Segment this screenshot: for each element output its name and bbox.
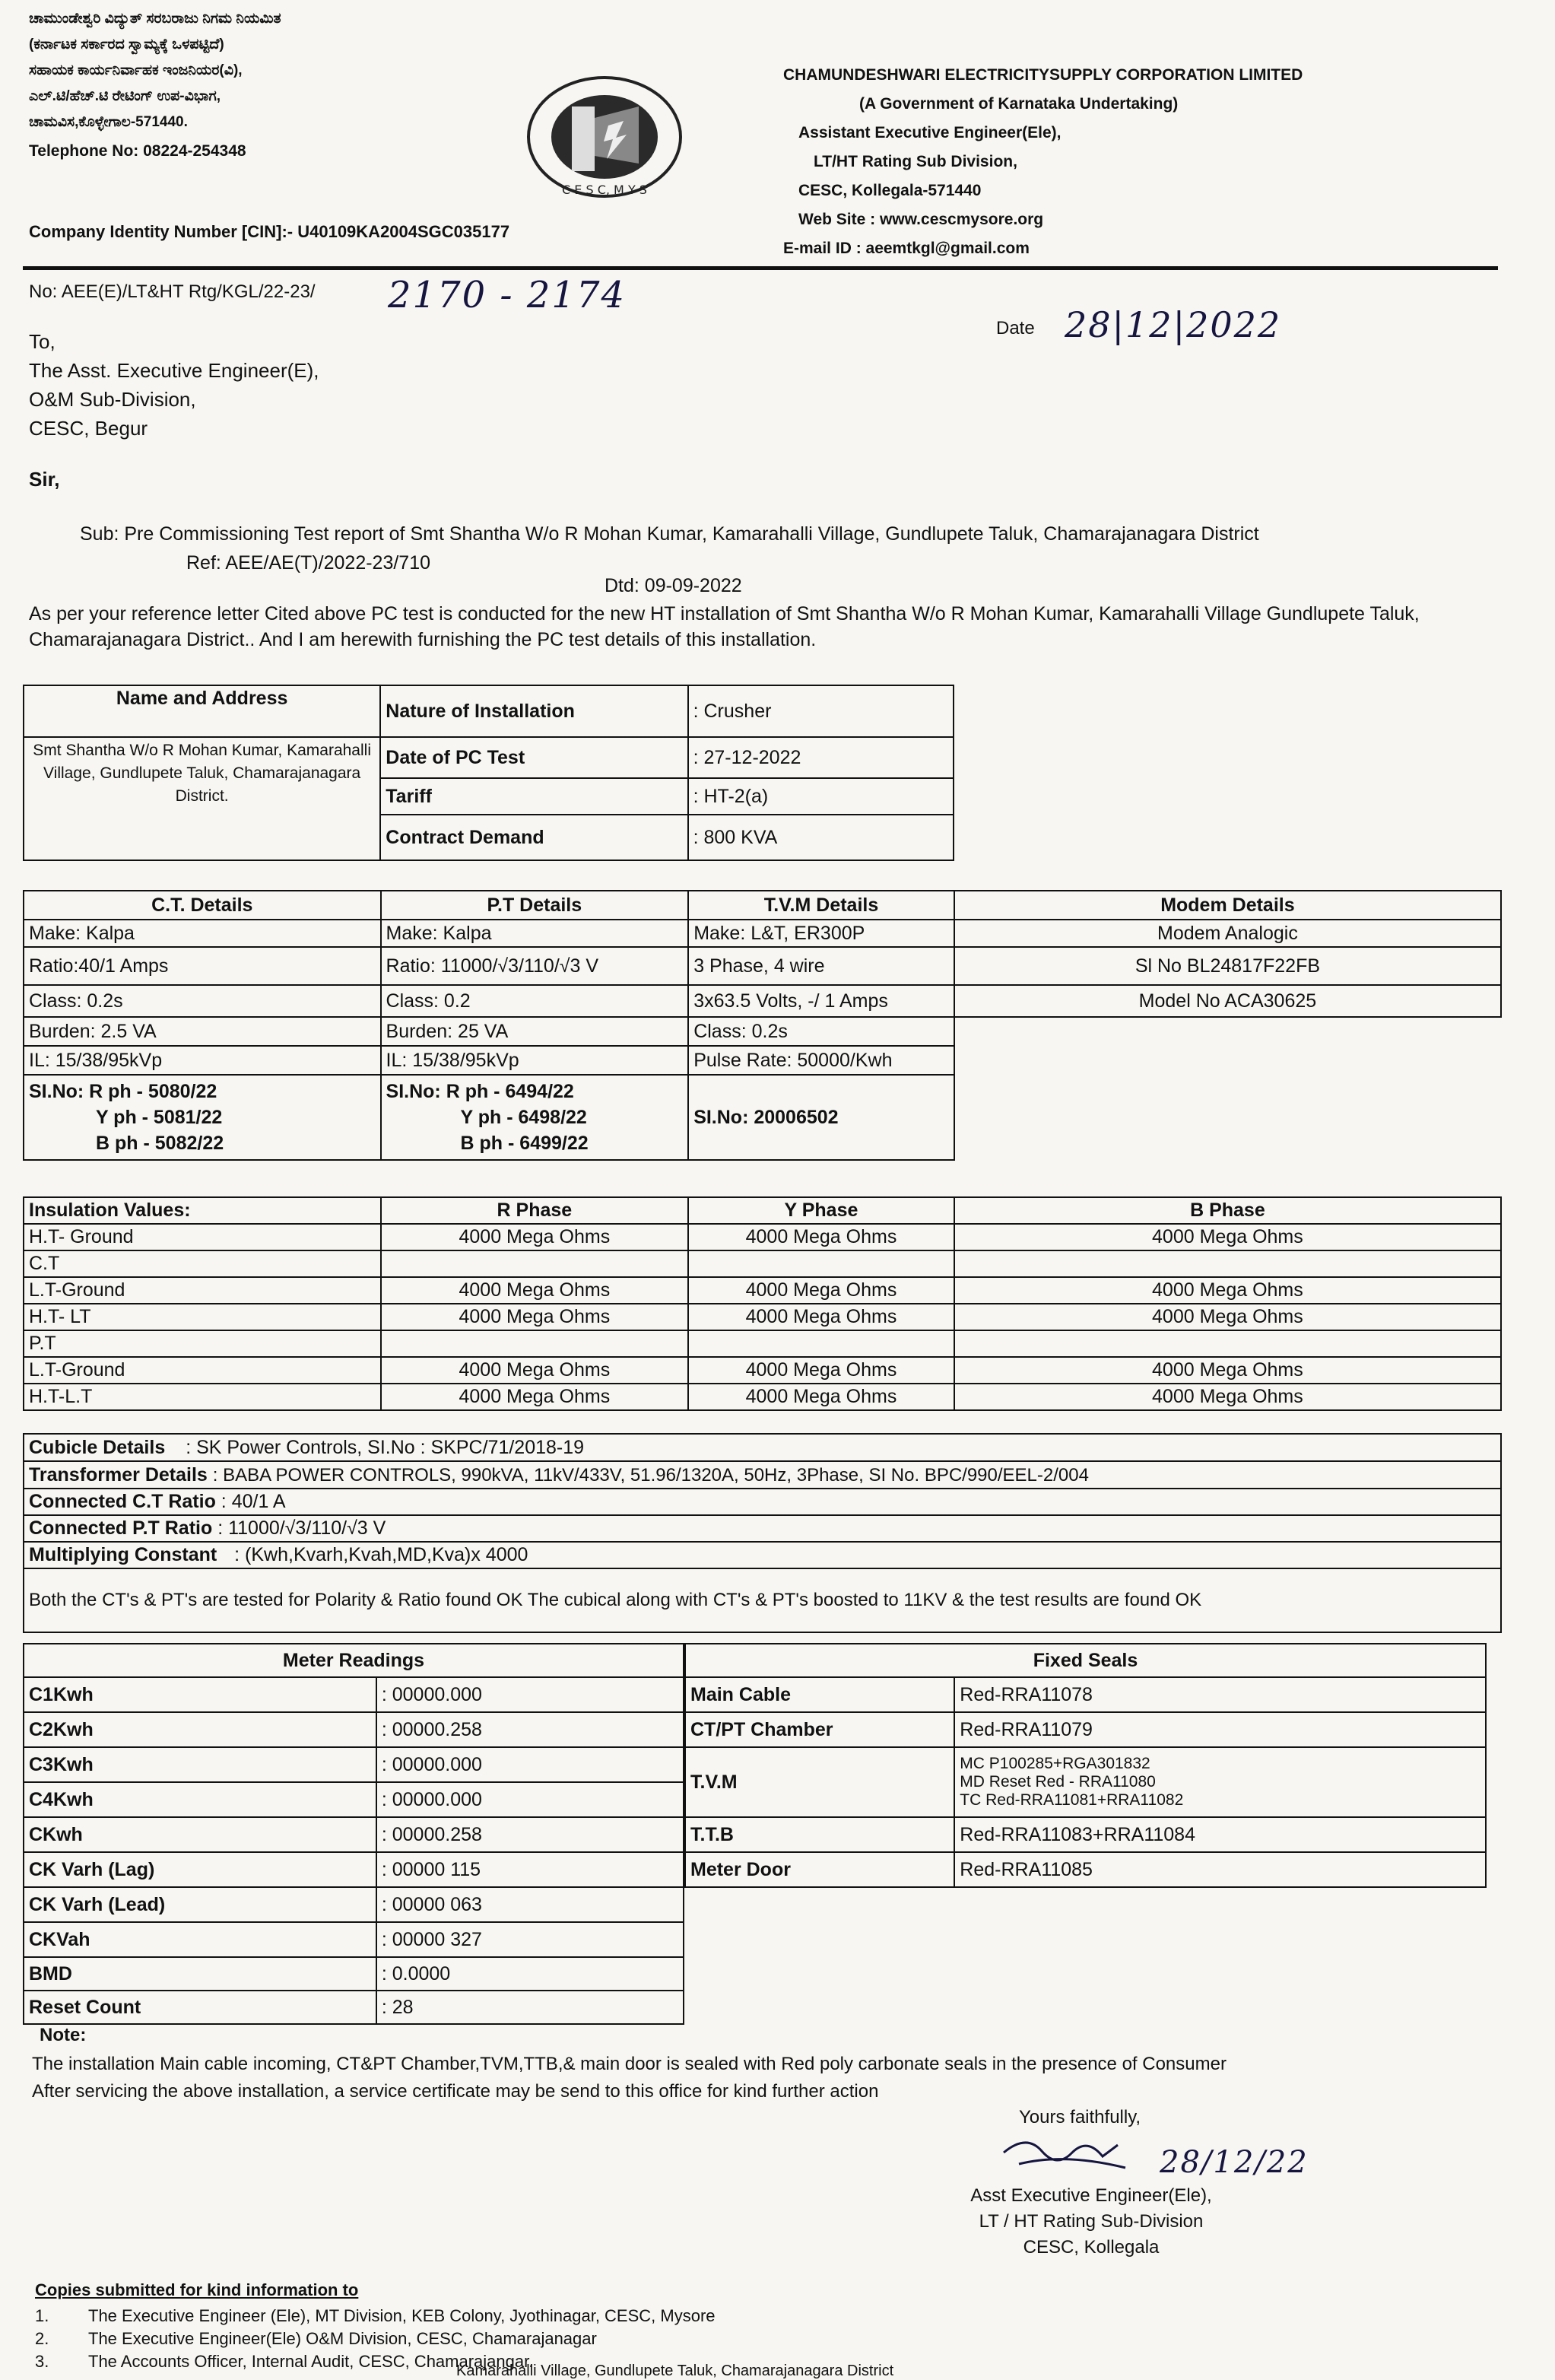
tvm-rating: 3x63.5 Volts, -/ 1 Amps — [688, 985, 954, 1017]
meter-value: : 0.0000 — [376, 1957, 684, 1991]
install-label: Date of PC Test — [380, 737, 687, 778]
table-row — [24, 1357, 1501, 1384]
meter-readings-header: Meter Readings — [24, 1644, 684, 1677]
date-handwritten: 28|12|2022 — [1065, 304, 1282, 345]
summary-value: : 40/1 A — [221, 1491, 286, 1512]
seal-value: Red-RRA11085 — [954, 1852, 1486, 1887]
to-line: CESC, Begur — [29, 417, 148, 440]
pt-il: IL: 15/38/95kVp — [381, 1046, 689, 1075]
tvm-phase: 3 Phase, 4 wire — [688, 947, 954, 985]
meter-readings-table — [23, 1643, 684, 2025]
r-phase-header: R Phase — [381, 1197, 689, 1224]
insulation-r: 4000 Mega Ohms — [381, 1357, 689, 1384]
pt-class: Class: 0.2 — [381, 985, 689, 1017]
insulation-label: H.T- Ground — [24, 1224, 381, 1250]
insulation-b: 4000 Mega Ohms — [954, 1384, 1501, 1410]
insulation-y: 4000 Mega Ohms — [688, 1384, 954, 1410]
equipment-details-table — [23, 890, 1502, 1161]
install-label: Nature of Installation — [380, 685, 687, 737]
meter-value: : 00000.258 — [376, 1712, 684, 1747]
ct-header: C.T. Details — [24, 891, 381, 920]
install-value: : HT-2(a) — [688, 778, 954, 815]
insulation-b: 4000 Mega Ohms — [954, 1224, 1501, 1250]
meter-label: CKwh — [24, 1817, 376, 1852]
kannada-line: ಚಾಮವಿಸ,ಕೊಳ್ಳೇಗಾಲ-571440. — [29, 114, 188, 130]
table-row — [24, 1384, 1501, 1410]
note-line: After servicing the above installation, a service certificate may be send to this office for kind further action — [32, 2081, 879, 2102]
to-line: The Asst. Executive Engineer(E), — [29, 359, 319, 382]
insulation-b: 4000 Mega Ohms — [954, 1277, 1501, 1304]
insulation-r — [381, 1330, 689, 1357]
ct-ratio: Ratio:40/1 Amps — [24, 947, 381, 985]
fixed-seals-header: Fixed Seals — [685, 1644, 1486, 1677]
list-item — [35, 2305, 1518, 2328]
pt-ratio: Ratio: 11000/√3/110/√3 V — [381, 947, 689, 985]
pt-make: Make: Kalpa — [381, 920, 689, 947]
tvm-header: T.V.M Details — [688, 891, 954, 920]
meter-value: : 00000.000 — [376, 1677, 684, 1712]
seal-line: TC Red-RRA11081+RRA11082 — [960, 1791, 1184, 1809]
list-item — [35, 2328, 1518, 2350]
tvm-make: Make: L&T, ER300P — [688, 920, 954, 947]
kannada-line: ಚಾಮುಂಡೇಶ್ವರಿ ವಿದ್ಯುತ್ ಸರಬರಾಜು ನಿಗಮ ನಿಯಮಿತ — [29, 11, 281, 27]
summary-label: Cubicle Details — [29, 1436, 166, 1458]
ref-date: Dtd: 09-09-2022 — [605, 575, 742, 596]
insulation-b — [954, 1330, 1501, 1357]
insulation-r: 4000 Mega Ohms — [381, 1277, 689, 1304]
modem-header: Modem Details — [954, 891, 1501, 920]
insulation-label: L.T-Ground — [24, 1357, 381, 1384]
summary-label: Multiplying Constant — [29, 1544, 217, 1565]
meter-label: CK Varh (Lag) — [24, 1852, 376, 1887]
org-line: Assistant Executive Engineer(Ele), — [798, 124, 1062, 141]
insulation-y: 4000 Mega Ohms — [688, 1304, 954, 1330]
sign-line: Asst Executive Engineer(Ele), — [970, 2185, 1212, 2206]
ct-make: Make: Kalpa — [24, 920, 381, 947]
ct-serial-r: SI.No: R ph - 5080/22 — [29, 1081, 217, 1102]
org-line: LT/HT Rating Sub Division, — [814, 153, 1017, 170]
copy-number: 1. — [35, 2306, 49, 2325]
summary-label: Connected C.T Ratio — [29, 1491, 216, 1512]
meter-value: : 00000.258 — [376, 1817, 684, 1852]
sign-line: CESC, Kollegala — [1023, 2237, 1160, 2258]
modem-model: Model No ACA30625 — [954, 985, 1501, 1017]
tvm-pulse: Pulse Rate: 50000/Kwh — [688, 1046, 954, 1075]
install-value: : 800 KVA — [688, 815, 954, 860]
kannada-header — [29, 6, 455, 164]
meter-value: : 00000 063 — [376, 1887, 684, 1922]
note-label: Note: — [40, 2025, 87, 2045]
pt-ratio-connected — [24, 1515, 1501, 1542]
insulation-y: 4000 Mega Ohms — [688, 1357, 954, 1384]
ct-serial-y: Y ph - 5081/22 — [96, 1107, 223, 1128]
ct-serial-b: B ph - 5082/22 — [96, 1133, 224, 1154]
meter-label: C2Kwh — [24, 1712, 376, 1747]
summary-value: : SK Power Controls, SI.No : SKPC/71/2018-19 — [186, 1436, 585, 1458]
pt-serial-b: B ph - 6499/22 — [460, 1133, 589, 1154]
tvm-seals — [954, 1747, 1486, 1817]
ct-il: IL: 15/38/95kVp — [24, 1046, 381, 1075]
insulation-y: 4000 Mega Ohms — [688, 1277, 954, 1304]
insulation-b — [954, 1250, 1501, 1277]
insulation-y — [688, 1330, 954, 1357]
meter-label: CK Varh (Lead) — [24, 1887, 376, 1922]
seal-value: Red-RRA11078 — [954, 1677, 1486, 1712]
signatory — [947, 2183, 1236, 2261]
summary-value: : BABA POWER CONTROLS, 990kVA, 11kV/433V, 51.96/1320A, 50Hz, 3Phase, SI No. BPC/990/EEL-2/004 — [212, 1464, 1089, 1486]
meter-label: Reset Count — [24, 1991, 376, 2024]
table-row — [24, 1304, 1501, 1330]
insulation-b: 4000 Mega Ohms — [954, 1357, 1501, 1384]
b-phase-header: B Phase — [954, 1197, 1501, 1224]
header-rule — [23, 266, 1498, 270]
empty-cell — [954, 1017, 1501, 1046]
test-note: Both the CT's & PT's are tested for Polarity & Ratio found OK The cubical along with CT's & PT's boosted to 11KV & the test results are found OK — [24, 1568, 1501, 1632]
copies-tail: Kamarahalli Village, Gundlupete Taluk, Chamarajanagara District — [456, 2363, 894, 2379]
modem-serial: Sl No BL24817F22FB — [954, 947, 1501, 985]
ref-number-handwritten: 2170 - 2174 — [388, 274, 627, 316]
signature — [996, 2130, 1148, 2183]
closing: Yours faithfully, — [1019, 2107, 1141, 2127]
cesc-logo — [525, 72, 684, 202]
seal-label: Main Cable — [685, 1677, 954, 1712]
recipient-block — [29, 327, 319, 443]
telephone: Telephone No: 08224-254348 — [29, 142, 246, 160]
ct-serials — [24, 1075, 381, 1160]
pt-header: P.T Details — [381, 891, 689, 920]
tvm-serial: SI.No: 20006502 — [688, 1075, 954, 1160]
meter-label: C1Kwh — [24, 1677, 376, 1712]
cin-line: Company Identity Number [CIN]:- U40109KA2004SGC035177 — [29, 222, 510, 241]
install-value: : Crusher — [688, 685, 954, 737]
pt-serials — [381, 1075, 689, 1160]
meter-value: : 00000.000 — [376, 1747, 684, 1782]
y-phase-header: Y Phase — [688, 1197, 954, 1224]
insulation-y: 4000 Mega Ohms — [688, 1224, 954, 1250]
org-header — [783, 61, 1536, 263]
signature-date: 28/12/22 — [1160, 2145, 1309, 2180]
summary-table — [23, 1433, 1502, 1633]
svg-text:C E S C, M Y S: C E S C, M Y S — [562, 183, 647, 197]
insulation-header: Insulation Values: — [24, 1197, 381, 1224]
sign-line: LT / HT Rating Sub-Division — [979, 2211, 1204, 2232]
kannada-line: ಎಲ್.ಟಿ/ಹೆಚ್.ಟಿ ರೇಟಿಂಗ್ ಉಪ-ವಿಭಾಗ, — [29, 88, 221, 104]
seal-value: Red-RRA11083+RRA11084 — [954, 1817, 1486, 1852]
insulation-label: H.T- LT — [24, 1304, 381, 1330]
summary-value: : (Kwh,Kvarh,Kvah,MD,Kva)x 4000 — [234, 1544, 528, 1565]
ct-ratio-connected — [24, 1489, 1501, 1515]
insulation-label: C.T — [24, 1250, 381, 1277]
ct-class: Class: 0.2s — [24, 985, 381, 1017]
meter-label: C3Kwh — [24, 1747, 376, 1782]
note-text — [32, 2051, 1515, 2105]
email: E-mail ID : aeemtkgl@gmail.com — [783, 240, 1030, 257]
note-line: The installation Main cable incoming, CT&PT Chamber,TVM,TTB,& main door is sealed with Red poly carbonate seals in the presence of Consumer — [32, 2054, 1227, 2074]
transformer-details — [24, 1461, 1501, 1489]
insulation-label: L.T-Ground — [24, 1277, 381, 1304]
date-label: Date — [996, 318, 1035, 338]
table-row — [24, 1277, 1501, 1304]
seal-label: T.T.B — [685, 1817, 954, 1852]
org-line: CESC, Kollegala-571440 — [798, 182, 982, 199]
insulation-label: H.T-L.T — [24, 1384, 381, 1410]
copy-text: The Executive Engineer(Ele) O&M Division, CESC, Chamarajanagar — [88, 2329, 597, 2348]
copy-text: The Accounts Officer, Internal Audit, CESC, Chamarajangar. — [88, 2352, 534, 2371]
meter-value: : 28 — [376, 1991, 684, 2024]
seal-line: MD Reset Red - RRA11080 — [960, 1773, 1156, 1791]
body-paragraph: As per your reference letter Cited above PC test is conducted for the new HT installation of Smt Shantha W/o R Mohan Kumar, Kamarahalli Village Gundlupete Taluk, Chamarajanagara District.. And I am herewith furnishing the PC test details of this installation. — [29, 603, 1420, 650]
insulation-table — [23, 1196, 1502, 1411]
org-line: (A Government of Karnataka Undertaking) — [859, 95, 1179, 113]
insulation-y — [688, 1250, 954, 1277]
seal-line: MC P100285+RGA301832 — [960, 1755, 1150, 1772]
insulation-r: 4000 Mega Ohms — [381, 1384, 689, 1410]
copy-text: The Executive Engineer (Ele), MT Division, KEB Colony, Jyothinagar, CESC, Mysore — [88, 2306, 716, 2325]
website: Web Site : www.cescmysore.org — [798, 211, 1044, 228]
copy-number: 2. — [35, 2329, 49, 2348]
to-line: To, — [29, 330, 56, 353]
name-address-header: Name and Address — [24, 685, 380, 737]
table-row — [24, 1330, 1501, 1357]
copies-header: Copies submitted for kind information to — [35, 2280, 359, 2299]
ct-burden: Burden: 2.5 VA — [24, 1017, 381, 1046]
seal-value: Red-RRA11079 — [954, 1712, 1486, 1747]
summary-label: Transformer Details — [29, 1463, 208, 1486]
to-line: O&M Sub-Division, — [29, 388, 196, 411]
meter-value: : 00000.000 — [376, 1782, 684, 1817]
table-row — [24, 1250, 1501, 1277]
subject-line: Sub: Pre Commissioning Test report of Smt Shantha W/o R Mohan Kumar, Kamarahalli Village, Gundlupete Taluk, Chamarajanagara District — [80, 523, 1259, 545]
install-label: Tariff — [380, 778, 687, 815]
seal-label: Meter Door — [685, 1852, 954, 1887]
insulation-r: 4000 Mega Ohms — [381, 1224, 689, 1250]
seal-label: T.V.M — [685, 1747, 954, 1817]
ref-number: No: AEE(E)/LT&HT Rtg/KGL/22-23/ — [29, 281, 316, 302]
pt-burden: Burden: 25 VA — [381, 1017, 689, 1046]
kannada-line: (ಕರ್ನಾಟಕ ಸರ್ಕಾರದ ಸ್ವಾಮ್ಯಕ್ಕೆ ಒಳಪಟ್ಟಿದೆ) — [29, 37, 224, 52]
insulation-label: P.T — [24, 1330, 381, 1357]
cubicle-details — [24, 1434, 1501, 1461]
meter-label: CKVah — [24, 1922, 376, 1957]
empty-cell — [954, 1075, 1501, 1160]
meter-label: C4Kwh — [24, 1782, 376, 1817]
table-row — [24, 1224, 1501, 1250]
pt-serial-y: Y ph - 6498/22 — [460, 1107, 587, 1128]
ref-line: Ref: AEE/AE(T)/2022-23/710 — [186, 552, 431, 574]
org-name: CHAMUNDESHWARI ELECTRICITYSUPPLY CORPORATION LIMITED — [783, 66, 1303, 84]
multiplying-constant — [24, 1542, 1501, 1568]
modem-type: Modem Analogic — [954, 920, 1501, 947]
meter-value: : 00000 115 — [376, 1852, 684, 1887]
meter-value: : 00000 327 — [376, 1922, 684, 1957]
copy-number: 3. — [35, 2352, 49, 2371]
insulation-r — [381, 1250, 689, 1277]
insulation-b: 4000 Mega Ohms — [954, 1304, 1501, 1330]
empty-cell — [954, 1046, 1501, 1075]
salutation: Sir, — [29, 468, 60, 491]
insulation-r: 4000 Mega Ohms — [381, 1304, 689, 1330]
installation-table — [23, 685, 954, 861]
kannada-line: ಸಹಾಯಕ ಕಾರ್ಯನಿರ್ವಾಹಕ ಇಂಜನಿಯರ(ವಿ), — [29, 62, 243, 78]
install-label: Contract Demand — [380, 815, 687, 860]
name-address-value: Smt Shantha W/o R Mohan Kumar, Kamarahalli Village, Gundlupete Taluk, Chamarajanagara District. — [24, 737, 380, 860]
fixed-seals-table — [684, 1643, 1487, 1888]
tvm-class: Class: 0.2s — [688, 1017, 954, 1046]
meter-label: BMD — [24, 1957, 376, 1991]
summary-value: : 11000/√3/110/√3 V — [217, 1517, 386, 1539]
pt-serial-r: SI.No: R ph - 6494/22 — [386, 1081, 574, 1102]
seal-label: CT/PT Chamber — [685, 1712, 954, 1747]
install-value: : 27-12-2022 — [688, 737, 954, 778]
summary-label: Connected P.T Ratio — [29, 1517, 213, 1539]
